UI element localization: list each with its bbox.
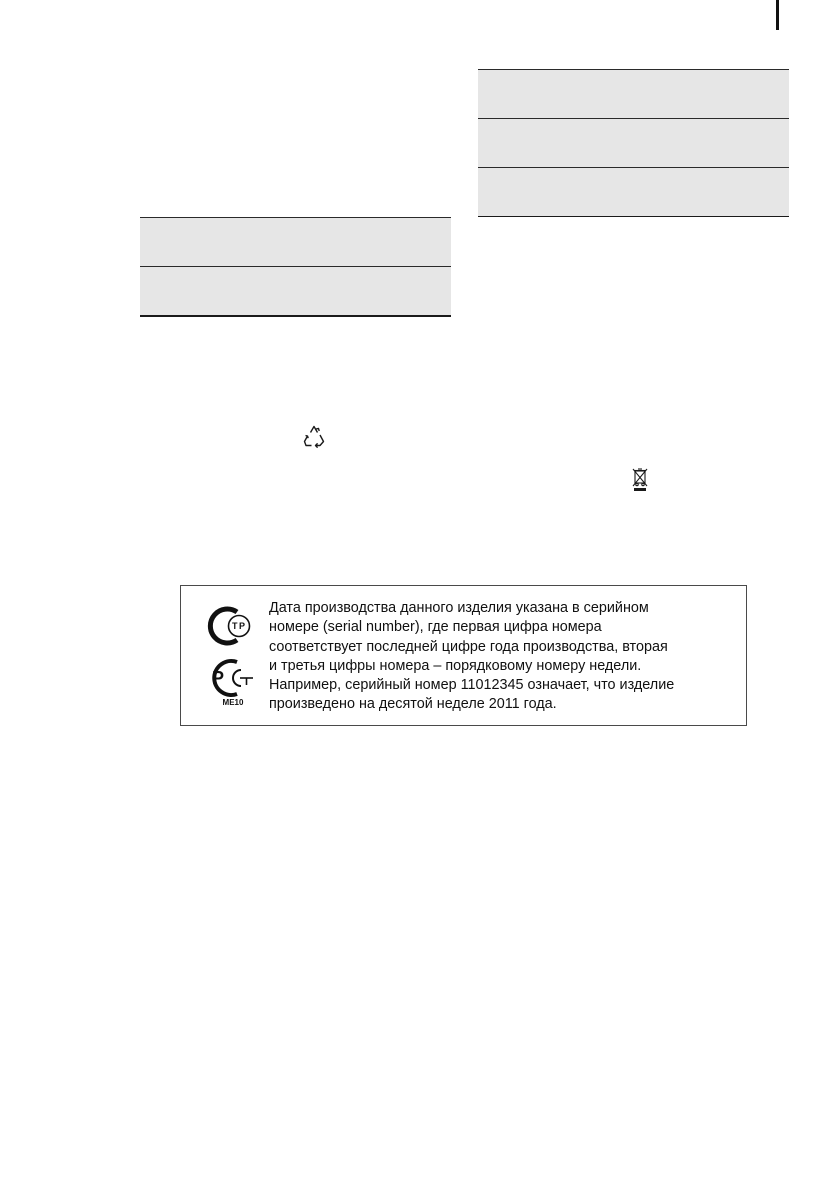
crossed-out-wheelie-bin-icon [628, 466, 652, 492]
table-row [478, 168, 789, 217]
table-left [140, 217, 451, 317]
notice-text: Дата производства данного изделия указана в серийном номере (serial number), где первая цифра номера соответствует последней цифре года производства, вторая и третья цифры номера – порядковому номеру недели. Например, серийный номер 11012345 означает, что изделие произведено на десятой неделе 2011 года. [269, 600, 675, 713]
svg-text:P: P [239, 621, 246, 631]
table-row [140, 267, 451, 317]
page-edge-marker [776, 0, 779, 30]
mark-code: ME10 [222, 698, 244, 707]
svg-text:P: P [212, 668, 225, 688]
production-date-notice [180, 585, 747, 726]
table-right [478, 69, 789, 217]
table-row [140, 218, 451, 267]
table-row [478, 70, 789, 119]
svg-text:T: T [232, 621, 238, 631]
table-row [478, 119, 789, 168]
certification-marks [201, 602, 261, 714]
recycle-icon [300, 423, 328, 451]
